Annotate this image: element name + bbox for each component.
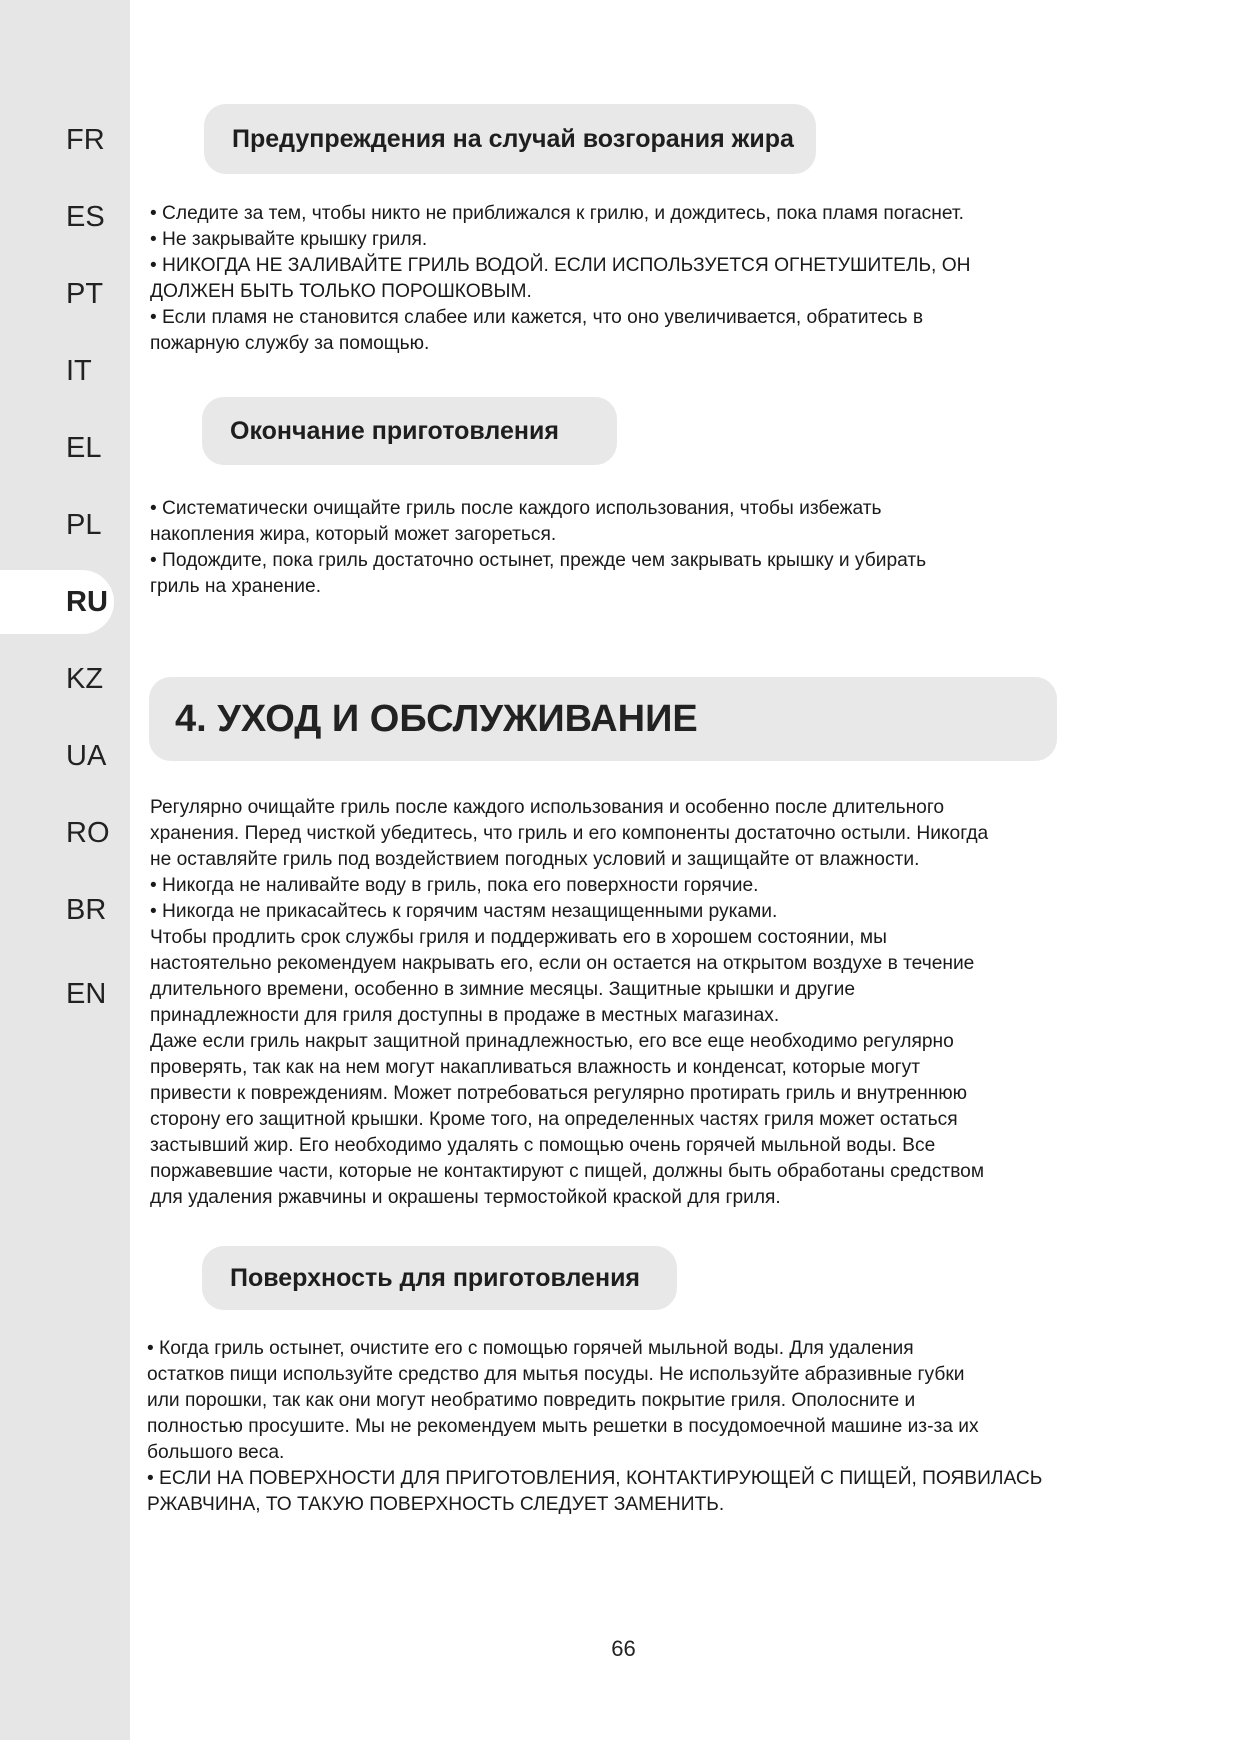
- text-line: полностью просушите. Мы не рекомендуем мыть решетки в посудомоечной машине из-за их: [147, 1416, 979, 1437]
- text-line: пожарную службу за помощью.: [150, 333, 430, 354]
- text-line: привести к повреждениям. Может потребоваться регулярно протирать гриль и внутреннюю: [150, 1083, 968, 1104]
- text-line: длительного времени, особенно в зимние месяцы. Защитные крышки и другие: [150, 979, 856, 1000]
- lang-tab-kz[interactable]: KZ: [66, 663, 104, 695]
- language-sidebar: [0, 0, 130, 1740]
- section-heading-end-cooking: Окончание приготовления: [202, 397, 617, 465]
- lang-tab-ua[interactable]: UA: [66, 740, 107, 772]
- text-line: • Если пламя не становится слабее или кажется, что оно увеличивается, обратитесь в: [150, 307, 924, 328]
- text-line: сторону его защитной крышки. Кроме того, на определенных частях гриля может остаться: [150, 1109, 958, 1130]
- text-line: принадлежности для гриля доступны в продаже в местных магазинах.: [150, 1005, 780, 1026]
- text-line: застывший жир. Его необходимо удалять с помощью очень горячей мыльной воды. Все: [150, 1135, 936, 1156]
- text-line: • Никогда не наливайте воду в гриль, пока его поверхности горячие.: [150, 875, 759, 896]
- text-line: • Следите за тем, чтобы никто не приближался к грилю, и дождитесь, пока пламя погаснет.: [150, 203, 964, 224]
- lang-tab-it[interactable]: IT: [66, 355, 92, 387]
- fire-warnings-text: [150, 201, 971, 357]
- text-line: накопления жира, который может загореться.: [150, 524, 557, 545]
- lang-tab-es[interactable]: ES: [66, 201, 105, 233]
- text-line: • Никогда не прикасайтесь к горячим частям незащищенными руками.: [150, 901, 778, 922]
- text-line: остатков пищи используйте средство для мытья посуды. Не используйте абразивные губки: [147, 1364, 965, 1385]
- cooking-surface-text: [147, 1336, 1042, 1518]
- text-line: Чтобы продлить срок службы гриля и поддерживать его в хорошем состоянии, мы: [150, 927, 887, 948]
- text-line: хранения. Перед чисткой убедитесь, что гриль и его компоненты достаточно остыли. Никогда: [150, 823, 989, 844]
- text-line: настоятельно рекомендуем накрывать его, если он остается на открытом воздухе в течение: [150, 953, 975, 974]
- text-line: не оставляйте гриль под воздействием погодных условий и защищайте от влажности.: [150, 849, 920, 870]
- text-line: • ЕСЛИ НА ПОВЕРХНОСТИ ДЛЯ ПРИГОТОВЛЕНИЯ, КОНТАКТИРУЮЩЕЙ С ПИЩЕЙ, ПОЯВИЛАСЬ: [147, 1468, 1043, 1489]
- text-line: или порошки, так как они могут необратимо повредить покрытие гриля. Ополосните и: [147, 1390, 916, 1411]
- lang-tab-pl[interactable]: PL: [66, 509, 102, 541]
- lang-tab-el[interactable]: EL: [66, 432, 102, 464]
- text-line: для удаления ржавчины и окрашены термостойкой краской для гриля.: [150, 1187, 781, 1208]
- lang-tab-ru-active[interactable]: RU: [0, 570, 114, 634]
- text-line: ДОЛЖЕН БЫТЬ ТОЛЬКО ПОРОШКОВЫМ.: [150, 281, 532, 302]
- chapter-body-text: [150, 795, 988, 1211]
- section-heading-cooking-surface: Поверхность для приготовления: [202, 1246, 677, 1310]
- lang-tab-pt[interactable]: PT: [66, 278, 104, 310]
- text-line: Даже если гриль накрыт защитной принадлежностью, его все еще необходимо регулярно: [150, 1031, 954, 1052]
- text-line: • Когда гриль остынет, очистите его с помощью горячей мыльной воды. Для удаления: [147, 1338, 914, 1359]
- lang-tab-br[interactable]: BR: [66, 894, 107, 926]
- text-line: • НИКОГДА НЕ ЗАЛИВАЙТЕ ГРИЛЬ ВОДОЙ. ЕСЛИ ИСПОЛЬЗУЕТСЯ ОГНЕТУШИТЕЛЬ, ОН: [150, 255, 971, 276]
- end-cooking-text: [150, 496, 926, 600]
- page-number: 66: [611, 1636, 636, 1661]
- lang-tab-en[interactable]: EN: [66, 978, 107, 1010]
- text-line: РЖАВЧИНА, ТО ТАКУЮ ПОВЕРХНОСТЬ СЛЕДУЕТ ЗАМЕНИТЬ.: [147, 1494, 725, 1515]
- text-line: • Не закрывайте крышку гриля.: [150, 229, 428, 250]
- text-line: большого веса.: [147, 1442, 285, 1463]
- text-line: • Систематически очищайте гриль после каждого использования, чтобы избежать: [150, 498, 882, 519]
- text-line: • Подождите, пока гриль достаточно остынет, прежде чем закрывать крышку и убирать: [150, 550, 927, 571]
- text-line: Регулярно очищайте гриль после каждого использования и особенно после длительного: [150, 797, 945, 818]
- lang-tab-fr[interactable]: FR: [66, 124, 105, 156]
- chapter-heading: 4. УХОД И ОБСЛУЖИВАНИЕ: [149, 677, 1057, 761]
- text-line: гриль на хранение.: [150, 576, 322, 597]
- lang-tab-ro[interactable]: RO: [66, 817, 110, 849]
- text-line: проверять, так как на нем могут накапливаться влажность и конденсат, которые могут: [150, 1057, 920, 1078]
- section-heading-fire-warnings: Предупреждения на случай возгорания жира: [204, 104, 816, 174]
- text-line: поржавевшие части, которые не контактируют с пищей, должны быть обработаны средством: [150, 1161, 985, 1182]
